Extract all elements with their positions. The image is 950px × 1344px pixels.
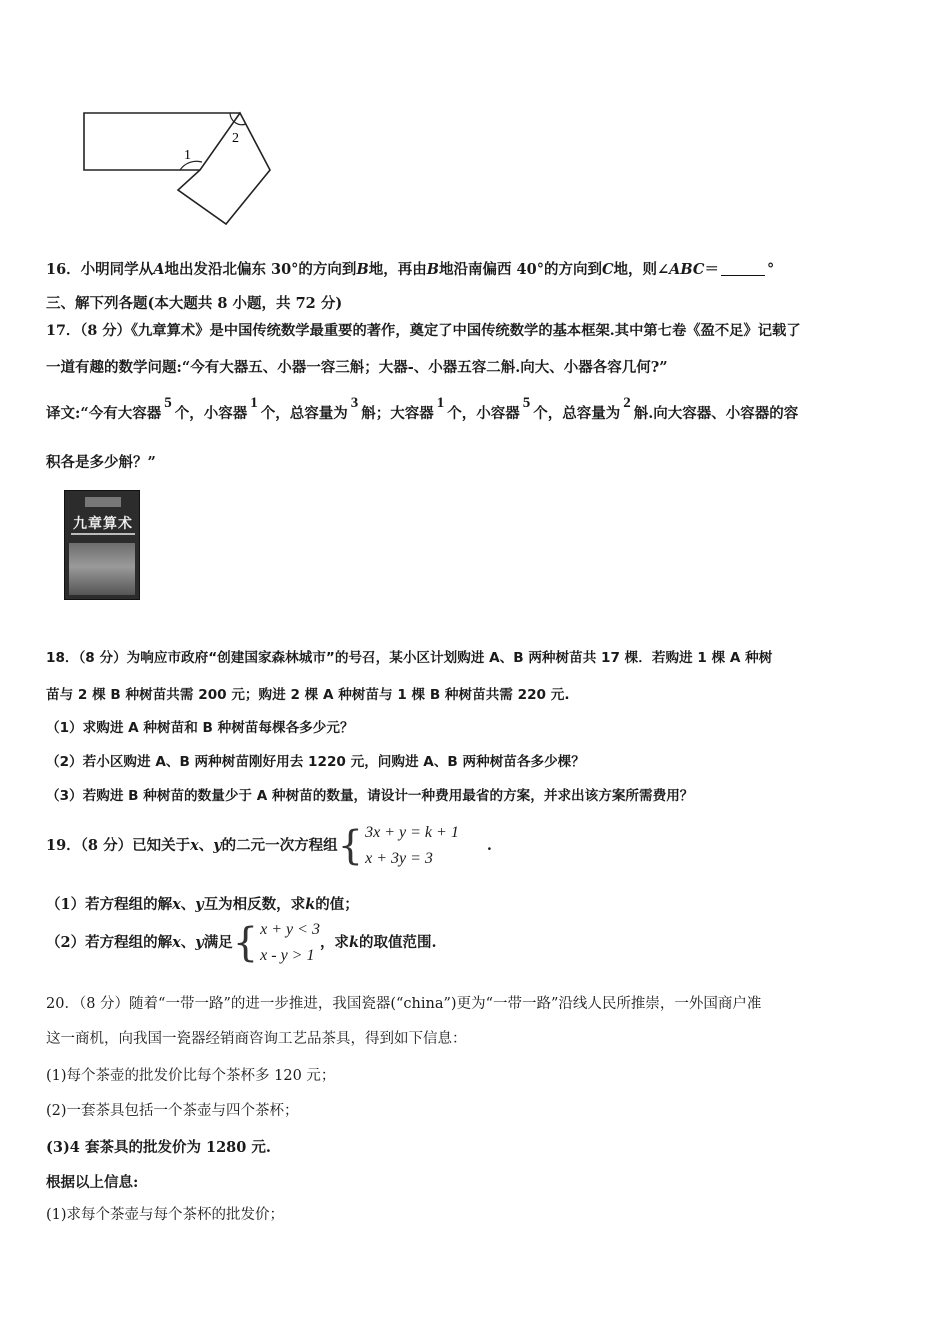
- left-brace: {: [337, 823, 364, 869]
- book-rule: [71, 533, 135, 535]
- left-brace: {: [232, 920, 259, 966]
- question-18-line-1: 18．（8 分）为响应市政府“创建国家森林城市”的号召，某小区计划购进 A、B 两种树苗共 17 棵．若购进 1 棵 A 种树: [46, 650, 773, 666]
- question-17-line-2: 一道有趣的数学问题:“今有大器五、小器一容三斛；大器-、小器五容二斛.向大、小器各容几何?”: [46, 359, 668, 376]
- question-20-info-2: (2)一套茶具包括一个茶壶与四个茶杯；: [46, 1103, 299, 1119]
- question-16: 16．小明同学从A地出发沿北偏东 30°的方向到B地，再由B地沿南偏西 40°的方向到C地，则∠ABC＝ °: [46, 261, 775, 278]
- question-17-line-4: 积各是多少斛？”: [46, 454, 156, 471]
- question-20-part-1: (1)求每个茶壶与每个茶杯的批发价；: [46, 1207, 285, 1223]
- folded-part: [178, 113, 270, 224]
- equation-system: 3x + y = k + 1 x + 3y = 3: [365, 824, 459, 867]
- rectangle-outline: [84, 113, 240, 170]
- angle-1-label: 1: [184, 148, 191, 163]
- jiuzhang-suanshu-book-cover: [64, 490, 140, 600]
- question-20-info-3: (3)4 套茶具的批发价为 1280 元.: [46, 1139, 271, 1156]
- question-17-line-3: 译文:“今有大容器5个，小容器1个，总容量为3斛；大容器1个，小容器5个，总容量为2斛.向大容器、小容器的容: [46, 395, 799, 422]
- fold-figure: [80, 108, 280, 228]
- answer-blank: [721, 260, 765, 276]
- book-title: 九章算术: [73, 516, 133, 532]
- question-20-line-2: 这一商机，向我国一瓷器经销商咨询工艺品茶具，得到如下信息：: [46, 1031, 467, 1047]
- question-18-part-2: （2）若小区购进 A、B 两种树苗刚好用去 1220 元，问购进 A、B 两种树苗各多少棵？: [46, 754, 585, 770]
- question-18-line-2: 苗与 2 棵 B 种树苗共需 200 元；购进 2 棵 A 种树苗与 1 棵 B 种树苗共需 220 元.: [46, 687, 570, 703]
- question-18-part-1: （1）求购进 A 种树苗和 B 种树苗每棵各多少元？: [46, 720, 354, 736]
- section-3-heading: 三、解下列各题(本大题共 8 小题，共 72 分): [46, 295, 343, 312]
- question-20-line-1: 20．（8 分）随着“一带一路”的进一步推进，我国瓷器(“china”)更为“一带一路”沿线人民所推崇，一外国商户准: [46, 996, 762, 1012]
- question-18-part-3: （3）若购进 B 种树苗的数量少于 A 种树苗的数量，请设计一种费用最省的方案，并求出该方案所需费用？: [46, 788, 694, 804]
- question-20-info-1: (1)每个茶壶的批发价比每个茶杯多 120 元；: [46, 1068, 336, 1084]
- question-19-part-2: （2）若方程组的解x、y满足{ x + y < 3 x - y > 1，求k的取值范围.: [46, 915, 437, 971]
- question-20-info-heading: 根据以上信息:: [46, 1174, 139, 1191]
- question-19-line-1: 19．（8 分）已知关于x、y的二元一次方程组{ 3x + y = k + 1 x + 3y = 3.: [46, 818, 492, 874]
- book-cover-band: [85, 497, 121, 507]
- inequality-system: x + y < 3 x - y > 1: [260, 921, 320, 964]
- angle-2-label: 2: [232, 131, 239, 146]
- question-19-part-1: （1）若方程组的解x、y互为相反数，求k的值；: [46, 896, 359, 913]
- question-17-line-1: 17．（8 分）《九章算术》是中国传统数学最重要的著作，奠定了中国传统数学的基本框架.其中第七卷《盈不足》记载了: [46, 323, 801, 339]
- book-illustration: [69, 543, 135, 595]
